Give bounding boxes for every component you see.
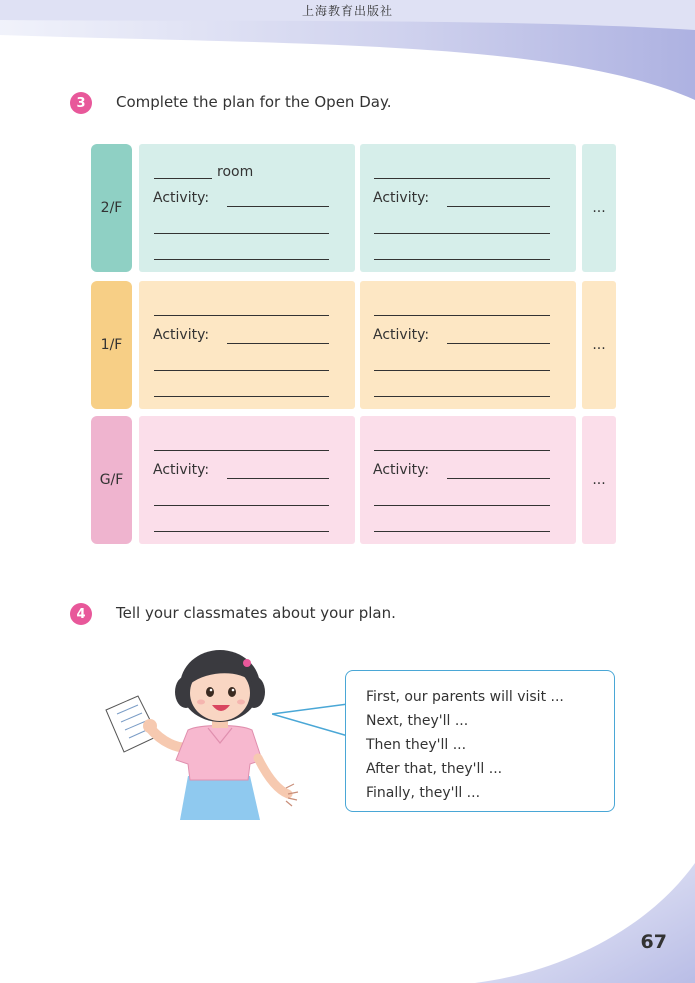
activity-label: Activity: (153, 462, 210, 478)
writing-line[interactable] (154, 259, 329, 260)
publisher-name: 上海教育出版社 (301, 4, 393, 18)
plan-row-gf (88, 416, 618, 544)
more-cell: ... (582, 281, 616, 409)
page-number: 67 (640, 931, 667, 953)
room-cell (360, 416, 576, 544)
plan-row-1f (88, 281, 618, 409)
room-name-blank[interactable] (374, 450, 550, 451)
writing-line[interactable] (154, 531, 329, 532)
room-cell (139, 281, 355, 409)
room-name-blank[interactable] (374, 178, 550, 179)
writing-line[interactable] (374, 396, 550, 397)
writing-line[interactable] (154, 233, 329, 234)
writing-line[interactable] (374, 259, 550, 260)
room-name-blank[interactable] (374, 315, 550, 316)
room-suffix: room (217, 164, 254, 180)
room-name-blank[interactable] (154, 450, 329, 451)
writing-line[interactable] (374, 370, 550, 371)
activity-blank[interactable] (227, 478, 329, 479)
activity-blank[interactable] (447, 343, 550, 344)
activity-label: Activity: (373, 462, 430, 478)
room-cell (139, 416, 355, 544)
activity-label: Activity: (373, 327, 430, 343)
room-name-blank[interactable] (154, 178, 212, 179)
writing-line[interactable] (374, 505, 550, 506)
exercise-4-instruction: Tell your classmates about your plan. (116, 604, 396, 622)
speech-line-then: Then they'll ... (366, 737, 467, 753)
activity-blank[interactable] (447, 206, 550, 207)
speech-line-after-that: After that, they'll ... (366, 761, 503, 777)
floor-label-1f: 1/F (91, 281, 132, 409)
speech-line-finally: Finally, they'll ... (366, 785, 481, 801)
speech-line-next: Next, they'll ... (366, 713, 469, 729)
writing-line[interactable] (154, 370, 329, 371)
speech-text (366, 685, 564, 805)
exercise-4-badge: 4 (70, 603, 92, 625)
room-name-blank[interactable] (154, 315, 329, 316)
activity-blank[interactable] (227, 206, 329, 207)
activity-label: Activity: (373, 190, 430, 206)
floor-label-2f: 2/F (91, 144, 132, 272)
plan-row-2f (88, 144, 618, 272)
exercise-3-badge: 3 (70, 92, 92, 114)
more-cell: ... (582, 144, 616, 272)
room-cell (360, 281, 576, 409)
writing-line[interactable] (374, 233, 550, 234)
speech-bubble (345, 670, 615, 812)
writing-line[interactable] (374, 531, 550, 532)
writing-line[interactable] (154, 505, 329, 506)
bottom-decorative-swoosh (435, 863, 695, 983)
activity-blank[interactable] (447, 478, 550, 479)
exercise-3-instruction: Complete the plan for the Open Day. (116, 93, 392, 111)
speech-line-first: First, our parents will visit ... (366, 689, 564, 705)
activity-blank[interactable] (227, 343, 329, 344)
room-cell (360, 144, 576, 272)
activity-label: Activity: (153, 327, 210, 343)
room-cell (139, 144, 355, 272)
more-cell: ... (582, 416, 616, 544)
activity-label: Activity: (153, 190, 210, 206)
writing-line[interactable] (154, 396, 329, 397)
open-day-plan-table (88, 144, 618, 549)
speech-bubble-tail (272, 700, 350, 752)
floor-label-gf: G/F (91, 416, 132, 544)
